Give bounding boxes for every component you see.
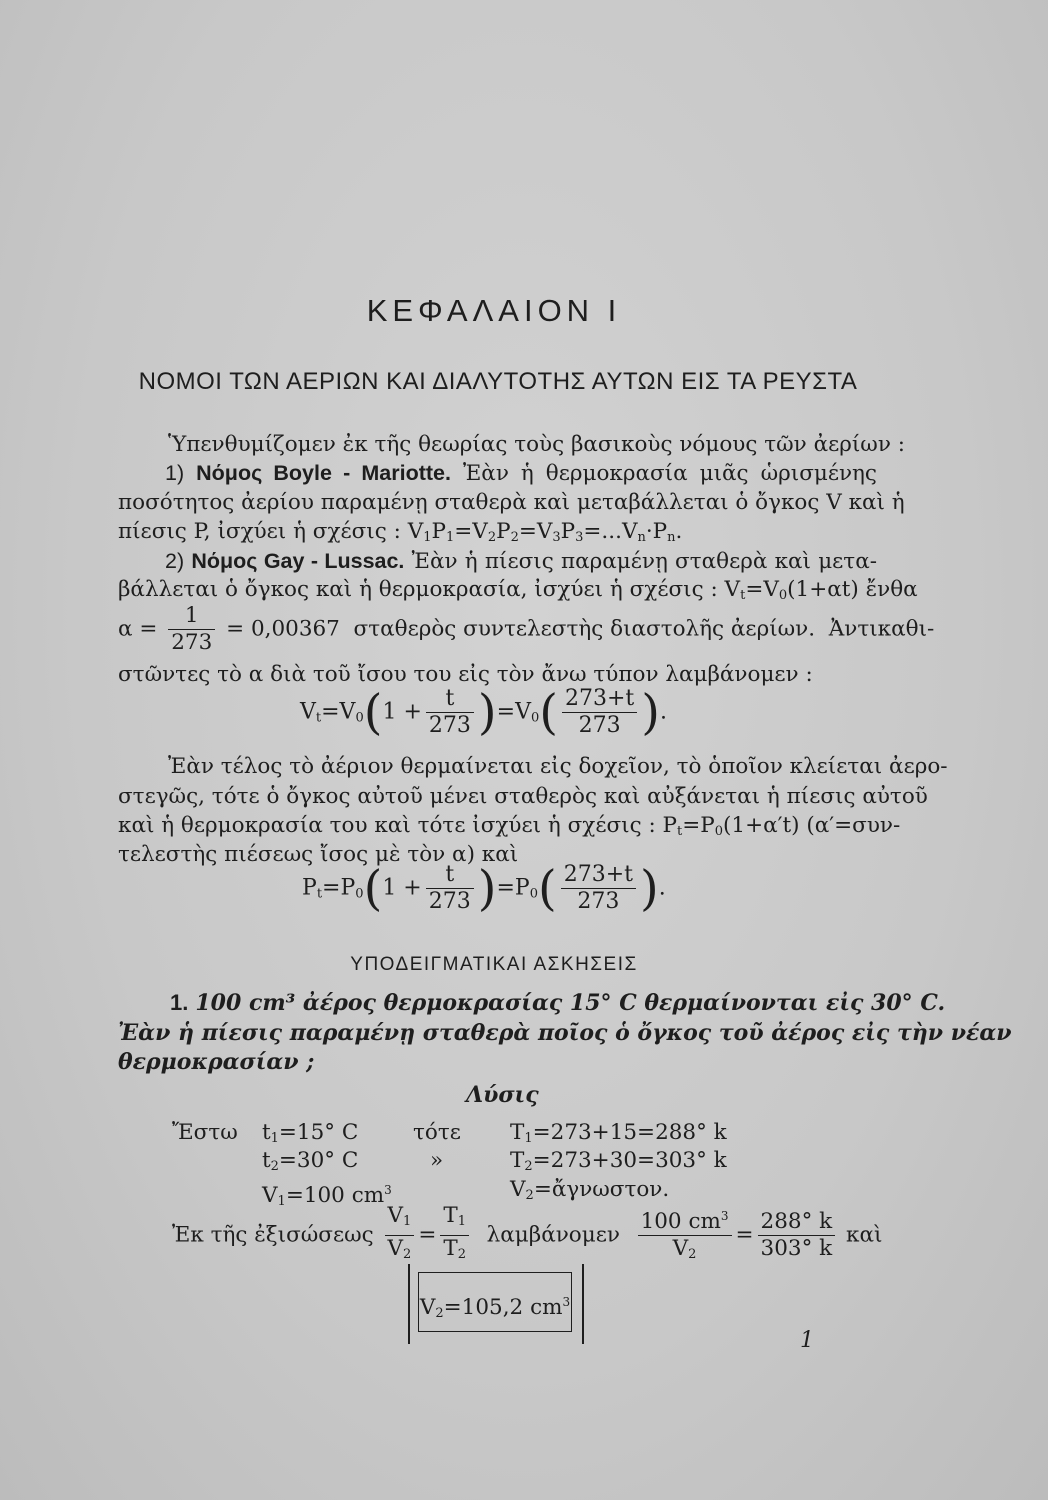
chapter-subtitle: ΝΟΜΟΙ ΤΩΝ ΑΕΡΙΩΝ ΚΑΙ ΔΙΑΛΥΤΟΤΗΣ ΑΥΤΩΝ ΕΙΣ ΤΑ ΡΕΥΣΤΑ	[138, 368, 858, 395]
para3-text3b: (α′=συν-	[806, 813, 901, 838]
law1-text1: Ἐὰν ἡ θερμοκρασία μιᾶς ὡρισμένης	[462, 461, 877, 486]
law1-name: Νόμος Boyle - Mariotte.	[196, 461, 451, 485]
law2-formula: $V_t=V_0(1+\alpha t)$	[724, 577, 859, 603]
tote-label: τότε	[413, 1120, 461, 1145]
estw-label: Ἔστω	[172, 1120, 238, 1145]
law1-text3: πίεσις P, ἰσχύει ἡ σχέσις :	[118, 519, 401, 544]
para3-line4: τελεστὴς πιέσεως ἴσος μὲ τὸν α) καὶ	[118, 842, 519, 867]
exercise1-line3: θερμοκρασίαν ;	[118, 1049, 315, 1075]
law2-text2: βάλλεται ὁ ὄγκος καὶ ἡ θερμοκρασία, ἰσχύει ἡ σχέσις :	[118, 577, 718, 602]
given-v1: $V_1=100$ $cm^3$	[262, 1183, 392, 1209]
law1-formula: $V_1P_1=V_2P_2=V_3P_3=...V_n\cdot P_n$.	[407, 519, 683, 545]
unknown-v2: $V_2=ἄ\gamma\nu\omega\sigma\tau o\nu$.	[510, 1177, 670, 1203]
para3-line1: Ἐὰν τέλος τὸ ἀέριον θερμαίνεται εἰς δοχεῖον, τὸ ὁποῖον κλείεται ἀερο-	[168, 754, 948, 779]
exercise1-number: 1.	[170, 990, 189, 1015]
para3-text3: καὶ ἡ θερμοκρασία του καὶ τότε ἰσχύει ἡ σχέσις :	[118, 813, 656, 838]
law2-text2b: ἔνθα	[865, 577, 918, 602]
intro-line: Ὑπενθυμίζομεν ἐκ τῆς θεωρίας τοὺς βασικοὺς νόμους τῶν ἀερίων :	[168, 432, 905, 457]
frac-t1-t2: $\frac{T_1}{T_2}$	[440, 1203, 469, 1268]
law1-number: 1)	[165, 461, 185, 485]
frac-288-303: $\frac{288^\circ k}{303^\circ k}$	[758, 1209, 836, 1262]
page-number: 1	[800, 1328, 814, 1353]
para3-formula: $P_t=P_0(1+\alpha't)$	[662, 813, 800, 839]
frac-v1-v2: $\frac{V_1}{V_2}$	[385, 1203, 415, 1268]
law2-line4: στῶντες τὸ α διὰ τοῦ ἴσου του εἰς τὸν ἄνω τύπον λαμβάνομεν :	[118, 662, 813, 687]
alpha-fraction: $\frac{1}{273}$	[168, 603, 215, 656]
alpha-value: = 0,00367	[226, 616, 340, 642]
formula-vt: $V_t=V_0(1$ + $\frac{t}{273}$ )$=V_0$( $\frac{273+t}{273}$ ).	[300, 684, 667, 741]
law2-text3: σταθερὸς συντελεστὴς διαστολῆς ἀερίων.	[353, 616, 816, 642]
exercise1-line1	[170, 988, 946, 1019]
exercise1-line2: Ἐὰν ἡ πίεσις παραμένῃ σταθερὰ ποῖος ὁ ὄγκος τοῦ ἀέρος εἰς τὴν νέαν	[118, 1020, 1012, 1046]
result-box	[408, 1264, 584, 1344]
chapter-title: ΚΕΦΑΛΑΙΟΝ Ι	[366, 293, 622, 328]
given-t1: $t_1=15^\circ$ C	[262, 1120, 359, 1146]
calc-T2: $T_2=273+30=303^\circ$ k	[510, 1148, 727, 1174]
ek-label: Ἐκ τῆς ἐξισώσεως	[172, 1222, 374, 1248]
calc-T1: $T_1=273+15=288^\circ$ k	[510, 1120, 727, 1146]
exercise1-text1: 100 cm³ ἀέρος θερμοκρασίας 15° C θερμαίνονται εἰς 30° C.	[195, 990, 946, 1016]
para3-line2: στεγῶς, τότε ὁ ὄγκος αὐτοῦ μένει σταθερὸς καὶ αὐξάνεται ἡ πίεσις αὐτοῦ	[118, 784, 928, 809]
ditto-mark: »	[430, 1148, 444, 1173]
alpha-symbol: α =	[118, 616, 158, 642]
law2-text3b: Ἀντικαθι-	[828, 616, 935, 642]
frac-100-v2: $\frac{100 cm^3}{V_2}$	[638, 1203, 732, 1268]
law2-line1	[165, 546, 877, 577]
formula-pt: $P_t=P_0(1$ + $\frac{t}{273}$ )$=P_0$( $\frac{273+t}{273}$ ).	[302, 860, 666, 917]
law2-text1: Ἐὰν ἡ πίεσις παραμένῃ σταθερὰ καὶ μετα-	[411, 549, 877, 574]
kai-label: καὶ	[846, 1222, 883, 1248]
law2-line3	[118, 603, 935, 656]
equation-line: Ἐκ τῆς ἐξισώσεως $\frac{V_1}{V_2}$ = $\frac{T_1}{T_2}$ λαμβάνομεν $\frac{100 cm^3}{V_2}$ = $\frac{288^\circ k}{303^\circ k}$ καὶ	[172, 1203, 882, 1268]
result-value: $V_2=105,2$ $cm^3$	[418, 1272, 572, 1332]
lambanomen-label: λαμβάνομεν	[486, 1222, 620, 1248]
law1-line2: ποσότητος ἀερίου παραμένῃ σταθερὰ καὶ μεταβάλλεται ὁ ὄγκος V καὶ ἡ	[118, 490, 905, 515]
given-t2: $t_2=30^\circ$ C	[262, 1148, 359, 1174]
law1-line1	[165, 458, 877, 489]
solution-title: Λύσις	[466, 1082, 539, 1108]
law2-name: Νόμος Gay - Lussac.	[191, 549, 405, 573]
section-title: ΥΠΟΔΕΙΓΜΑΤΙΚΑΙ ΑΣΚΗΣΕΙΣ	[350, 954, 638, 975]
law2-number: 2)	[165, 549, 185, 573]
